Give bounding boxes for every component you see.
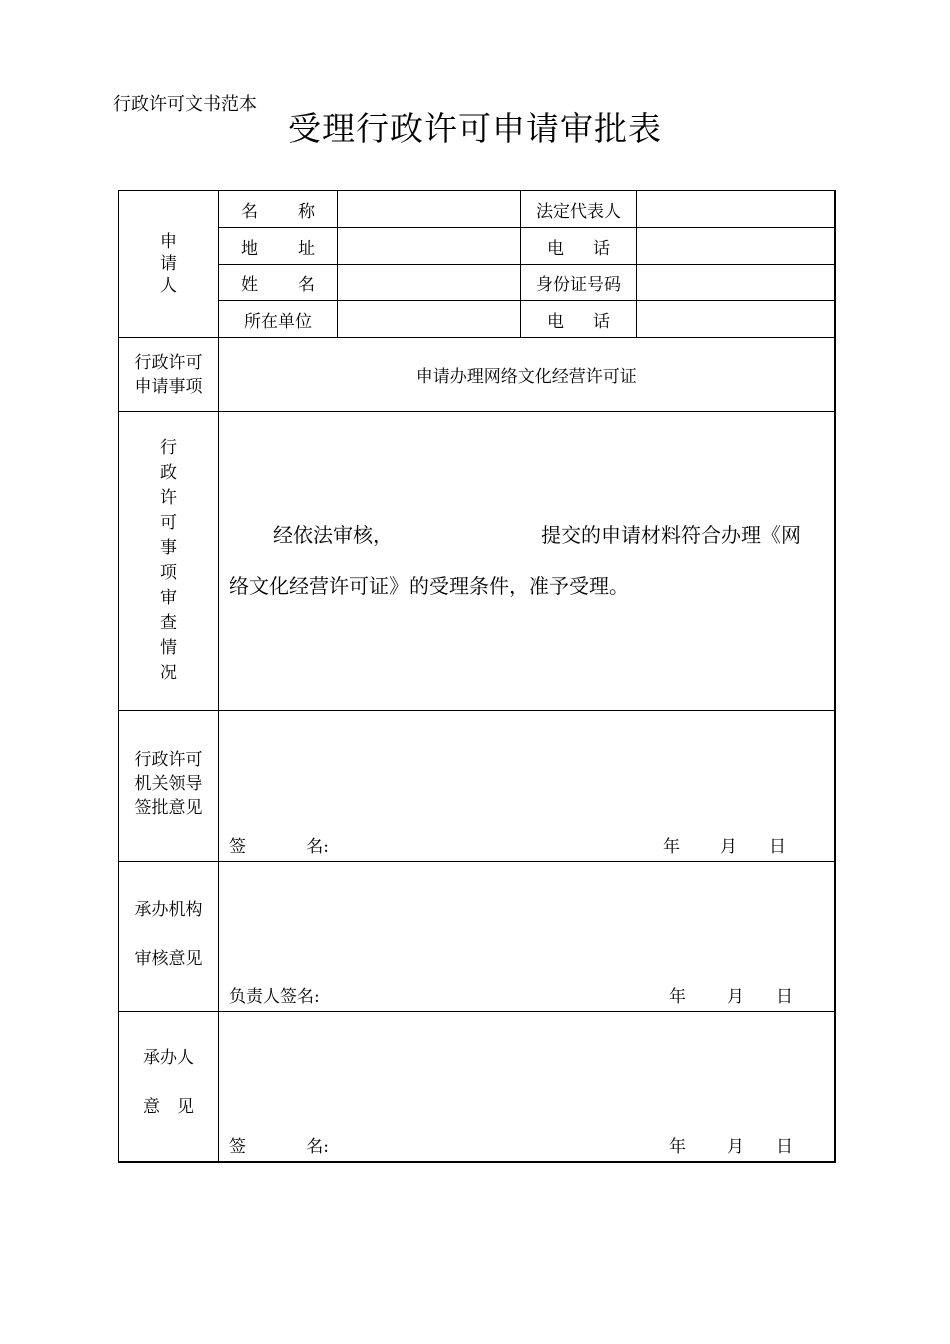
review-text-part1: 经依法审核， — [273, 523, 393, 547]
review-content — [219, 412, 835, 711]
phone-label-2: 电 话 — [521, 301, 637, 338]
matter-side-label: 行政许可 申请事项 — [119, 338, 219, 412]
review-text-part2: 提交的申请材料符合办理《网 — [541, 523, 801, 547]
unit-field[interactable] — [338, 301, 521, 338]
legal-rep-field[interactable] — [637, 191, 835, 228]
page-title: 受理行政许可申请审批表 — [288, 109, 662, 148]
phone-field[interactable] — [637, 228, 835, 265]
applicant-row-name — [119, 191, 835, 228]
id-number-label: 身份证号码 — [521, 265, 637, 301]
approval-form-table — [118, 190, 836, 1163]
unit-label: 所在单位 — [219, 301, 338, 338]
legal-rep-label: 法定代表人 — [521, 191, 637, 228]
applicant-side-text: 申 请 人 — [160, 232, 177, 296]
name-field[interactable] — [338, 191, 521, 228]
review-text-line2: 络文化经营许可证》的受理条件，准予受理。 — [229, 574, 629, 598]
applicant-row-person — [119, 265, 835, 301]
leader-date: 年 月 日 — [663, 837, 786, 857]
applicant-row-address — [119, 228, 835, 265]
address-label: 地 址 — [219, 228, 338, 265]
phone-label: 电 话 — [521, 228, 637, 265]
leader-side-label: 行政许可 机关领导 签批意见 — [119, 711, 219, 862]
agency-row — [119, 862, 835, 1012]
leader-opinion-field[interactable] — [219, 711, 835, 862]
review-side-label: 行 政 许 可 事 项 审 查 情 况 — [119, 412, 219, 711]
handler-opinion-field[interactable] — [219, 1012, 835, 1162]
leader-row — [119, 711, 835, 862]
applicant-side-label — [119, 191, 219, 338]
name-label: 名 称 — [219, 191, 338, 228]
matter-row — [119, 338, 835, 412]
agency-opinion-field[interactable] — [219, 862, 835, 1012]
leader-signature-line: 签 名: — [229, 837, 329, 857]
id-number-field[interactable] — [637, 265, 835, 301]
person-name-field[interactable] — [338, 265, 521, 301]
header-note: 行政许可文书范本 — [113, 94, 257, 115]
matter-value: 申请办理网络文化经营许可证 — [219, 338, 835, 412]
handler-signature-line: 签 名: — [229, 1136, 329, 1157]
applicant-row-unit — [119, 301, 835, 338]
person-name-label: 姓 名 — [219, 265, 338, 301]
agency-date: 年 月 日 — [669, 987, 793, 1007]
agency-signature-line: 负责人签名: — [229, 987, 320, 1007]
handler-row — [119, 1012, 835, 1162]
phone-field-2[interactable] — [637, 301, 835, 338]
agency-side-label: 承办机构 审核意见 — [119, 862, 219, 1012]
address-field[interactable] — [338, 228, 521, 265]
review-row — [119, 412, 835, 711]
handler-side-label: 承办人 意 见 — [119, 1012, 219, 1162]
handler-date: 年 月 日 — [669, 1136, 793, 1157]
